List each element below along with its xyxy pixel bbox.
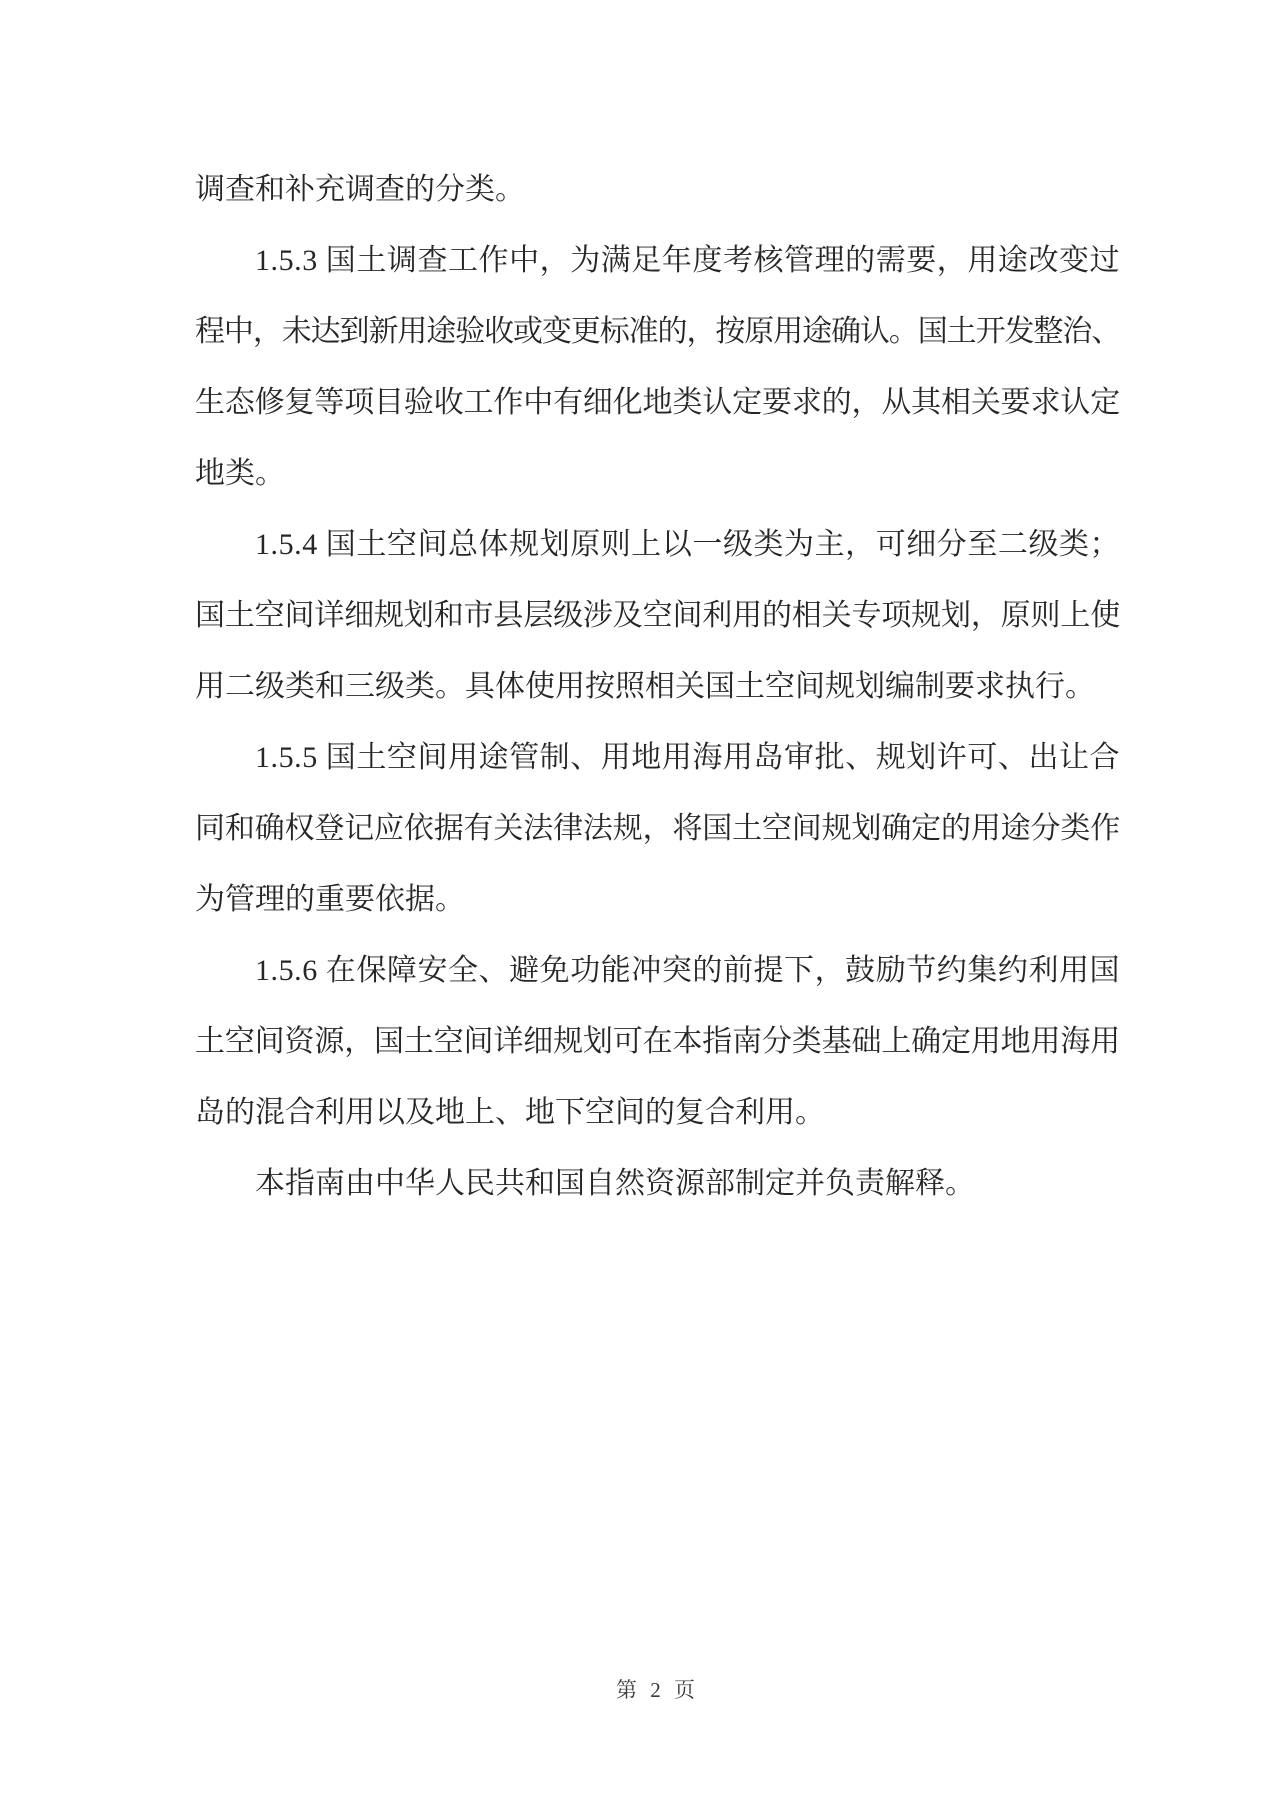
text-line: 调查和补充调查的分类。 [195,173,525,206]
text-line: 1.5.3 国土调查工作中，为满足年度考核管理的需要，用途改变过 [255,244,1121,277]
text-line: 1.5.4 国土空间总体规划原则上以一级类为主，可细分至二级类； [255,528,1121,561]
paragraph [195,1148,1120,1219]
text-line: 本指南由中华人民共和国自然资源部制定并负责解释。 [255,1167,975,1200]
text-line: 地类。 [195,457,285,490]
paragraph [195,935,1120,1148]
text-line: 岛的混合利用以及地上、地下空间的复合利用。 [195,1096,825,1129]
paragraph [195,225,1120,509]
paragraph [195,154,1120,225]
text-line: 国土空间详细规划和市县层级涉及空间利用的相关专项规划，原则上使 [195,599,1121,632]
text-line: 同和确权登记应依据有关法律法规，将国土空间规划确定的用途分类作 [195,812,1121,845]
page-footer [195,1672,1120,1708]
text-line: 用二级类和三级类。具体使用按照相关国土空间规划编制要求执行。 [195,670,1095,703]
text-line: 1.5.5 国土空间用途管制、用地用海用岛审批、规划许可、出让合 [255,741,1121,774]
page-number-label: 第 2 页 [616,1678,699,1702]
text-line: 生态修复等项目验收工作中有细化地类认定要求的，从其相关要求认定 [195,386,1121,419]
text-line: 为管理的重要依据。 [195,883,465,916]
paragraph [195,509,1120,722]
text-line: 土空间资源，国土空间详细规划可在本指南分类基础上确定用地用海用 [195,1025,1121,1058]
paragraph [195,722,1120,935]
text-line: 程中，未达到新用途验收或变更标准的，按原用途确认。国土开发整治、 [195,315,1121,348]
text-line: 1.5.6 在保障安全、避免功能冲突的前提下，鼓励节约集约利用国 [255,954,1121,987]
document-body [195,154,1120,1219]
